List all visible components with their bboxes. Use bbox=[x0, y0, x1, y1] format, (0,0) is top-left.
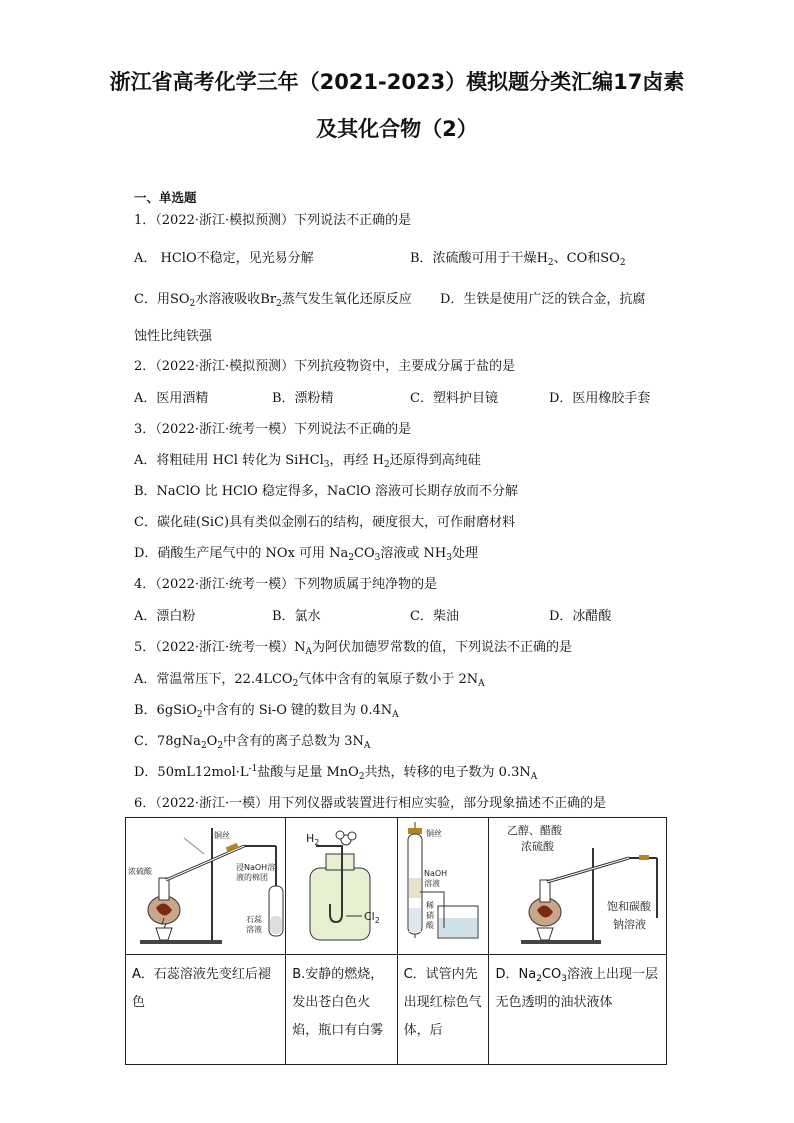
label-chlorine: $Cl_2$ bbox=[364, 910, 381, 925]
label-dilute-1: 稀 bbox=[425, 901, 434, 910]
apparatus-b-figure bbox=[286, 818, 397, 955]
apparatus-a-drawing bbox=[126, 818, 290, 954]
q1-option-d-cont: 蚀性比纯铁强 bbox=[134, 329, 213, 344]
q3-option-d: D．硝酸生产尾气中的 NOx 可用 $Na_2CO_3$溶液或 $NH_3$处理 bbox=[134, 546, 478, 563]
q4-option-b: B．氯水 bbox=[272, 609, 321, 624]
q4-option-c: C．柴油 bbox=[410, 609, 459, 624]
label-ethanol-acetic: 乙醇、醋酸 bbox=[507, 824, 563, 837]
q2-stem: 2．（2022·浙江·模拟预测）下列抗疫物资中，主要成分属于盐的是 bbox=[134, 359, 516, 374]
q2-option-c: C．塑料护目镜 bbox=[410, 391, 498, 406]
apparatus-c-drawing bbox=[398, 818, 484, 954]
q3-stem: 3．（2022·浙江·统考一模）下列说法不正确的是 bbox=[134, 422, 412, 437]
q5-option-a: A．常温常压下，$22.4LCO_2$气体中含有的氧原子数小于 $2N_A$ bbox=[134, 672, 485, 689]
q1-stem: 1．（2022·浙江·模拟预测）下列说法不正确的是 bbox=[134, 213, 412, 228]
label-dilute-3: 酸 bbox=[425, 921, 434, 930]
label-hydrogen: $H_2$ bbox=[306, 832, 320, 847]
label-sat-carbonate-2: 钠溶液 bbox=[613, 918, 647, 931]
q1-option-d: D．生铁是使用广泛的铁合金，抗腐 bbox=[440, 292, 646, 307]
label-naoh-c-2: 溶液 bbox=[423, 879, 440, 888]
apparatus-c-figure bbox=[397, 818, 489, 955]
label-conc-sulfuric-d: 浓硫酸 bbox=[521, 840, 555, 853]
doc-title-line1: 浙江省高考化学三年（2021-2023）模拟题分类汇编17卤素 bbox=[109, 70, 685, 94]
apparatus-d-figure bbox=[489, 818, 667, 955]
q6-option-c: C．试管内先出现红棕色气体，后 bbox=[397, 955, 489, 1065]
apparatus-d-drawing bbox=[489, 818, 669, 954]
apparatus-table bbox=[125, 817, 667, 1065]
label-litmus-1: 石蕊 bbox=[246, 915, 262, 924]
q1-option-a: A． HClO不稳定，见光易分解 bbox=[134, 251, 314, 266]
q6-option-a: A．石蕊溶液先变红后褪色 bbox=[126, 955, 286, 1065]
q2-option-d: D．医用橡胶手套 bbox=[549, 391, 651, 406]
q5-stem: 5．（2022·浙江·统考一模）$N_A$为阿伏加德罗常数的值，下列说法不正确的是 bbox=[134, 640, 573, 657]
q5-option-d: D．$50mL12mol\cdot L^{-1}$盐酸与足量 MnO$_2$共热，转移的电子数为 $0.3N_A$ bbox=[134, 764, 538, 782]
q4-option-a: A．漂白粉 bbox=[134, 609, 196, 624]
q4-option-d: D．冰醋酸 bbox=[549, 609, 612, 624]
label-naoh-cotton-2: 液的棉团 bbox=[236, 873, 268, 882]
label-litmus-2: 溶液 bbox=[246, 925, 262, 934]
section-heading: 一、单选题 bbox=[134, 190, 197, 205]
q6-option-b: B.安静的燃烧，发出苍白色火焰，瓶口有白雾 bbox=[286, 955, 397, 1065]
q1-option-c: C．用$SO_2$水溶液吸收$Br_2$蒸气发生氧化还原反应 bbox=[134, 292, 412, 309]
q3-option-c: C．碳化硅(SiC)具有类似金刚石的结构，硬度很大，可作耐磨材料 bbox=[134, 515, 516, 530]
label-sat-carbonate-1: 饱和碳酸 bbox=[607, 900, 652, 913]
q3-option-a: A．将粗硅用 HCl 转化为 SiHCl$_3$，再经 $H_2$还原得到高纯硅 bbox=[134, 453, 481, 470]
label-naoh-c-1: NaOH bbox=[423, 869, 447, 878]
q6-option-d: D．$Na_2CO_3$溶液上出现一层无色透明的油状液体 bbox=[489, 955, 667, 1065]
label-conc-sulfuric-acid: 浓硫酸 bbox=[128, 867, 152, 876]
q4-stem: 4．（2022·浙江·统考一模）下列物质属于纯净物的是 bbox=[134, 577, 438, 592]
q3-option-b: B．NaClO 比 HClO 稳定得多，NaClO 溶液可长期存放而不分解 bbox=[134, 484, 518, 499]
q5-option-c: C．$78gNa_2O_2$中含有的离子总数为 $3N_A$ bbox=[134, 734, 371, 751]
q1-option-b: B．浓硫酸可用于干燥$H_2$、CO和$SO_2$ bbox=[410, 251, 626, 268]
q5-option-b: B．6gSiO$_2$中含有的 Si-O 键的数目为 $0.4N_A$ bbox=[134, 703, 399, 720]
q2-option-a: A．医用酒精 bbox=[134, 391, 209, 406]
label-copper-wire-a: 铜丝 bbox=[214, 831, 230, 840]
apparatus-b-drawing bbox=[286, 818, 394, 954]
label-copper-wire-c: 铜丝 bbox=[425, 829, 442, 838]
label-naoh-cotton-1: 浸NaOH溶 bbox=[236, 863, 276, 872]
apparatus-a-figure bbox=[126, 818, 286, 955]
label-dilute-2: 硝 bbox=[425, 911, 434, 920]
q2-option-b: B．漂粉精 bbox=[272, 391, 334, 406]
q6-stem: 6．（2022·浙江·一模）用下列仪器或装置进行相应实验，部分现象描述不正确的是 bbox=[134, 796, 607, 811]
doc-title-line2: 及其化合物（2） bbox=[316, 117, 478, 141]
